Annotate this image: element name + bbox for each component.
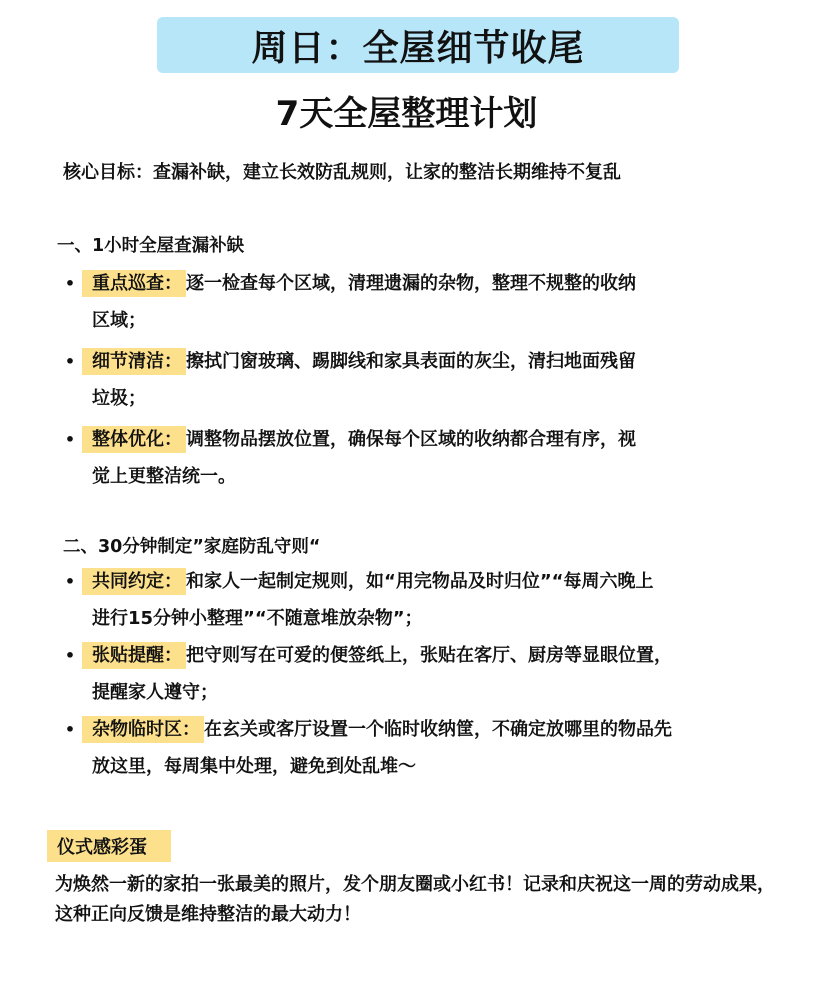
item-label: 共同约定： (82, 568, 186, 595)
bullet-icon: • (64, 572, 76, 591)
bullet-icon: • (64, 352, 76, 371)
item-text-cont: 区域； (92, 310, 146, 331)
bullet-icon: • (64, 274, 76, 293)
item-text-cont: 垃圾； (92, 388, 146, 409)
page-title: 周日：全屋细节收尾 (251, 27, 585, 69)
item-label: 张贴提醒： (82, 642, 186, 669)
item-text-cont: 放这里，每周集中处理，避免到处乱堆～ (92, 756, 416, 777)
plan-subtitle: 7天全屋整理计划 (275, 94, 538, 134)
section-1-title: 一、1小时全屋查漏补缺 (57, 236, 245, 256)
bullet-icon: • (64, 720, 76, 739)
item-text: 擦拭门窗玻璃、踢脚线和家具表面的灰尘，清扫地面残留 (186, 351, 636, 372)
item-text: 把守则写在可爱的便签纸上，张贴在客厅、厨房等显眼位置， (186, 645, 672, 666)
item-text: 和家人一起制定规则，如“用完物品及时归位”“每周六晚上 (186, 571, 654, 592)
item-text-cont: 觉上更整洁统一。 (92, 466, 236, 487)
item-label: 杂物临时区： (82, 716, 204, 743)
item-text: 在玄关或客厅设置一个临时收纳筐，不确定放哪里的物品先 (204, 719, 672, 740)
core-goal: 核心目标：查漏补缺，建立长效防乱规则，让家的整洁长期维持不复乱 (63, 162, 621, 183)
bullet-icon: • (64, 646, 76, 665)
bullet-icon: • (64, 430, 76, 449)
ritual-egg-text: 为焕然一新的家拍一张最美的照片，发个朋友圈或小红书！记录和庆祝这一周的劳动成果，这种正向反馈是维持整洁的最大动力！ (55, 874, 775, 925)
item-text-cont: 提醒家人遵守； (92, 682, 218, 703)
item-label: 重点巡查： (82, 270, 186, 297)
item-label: 整体优化： (82, 426, 186, 453)
ritual-egg-title: 仪式感彩蛋 (57, 837, 147, 858)
page-title-banner (157, 17, 679, 73)
ritual-egg-tag (47, 830, 171, 862)
item-text-cont: 进行15分钟小整理”“不随意堆放杂物”； (92, 608, 423, 629)
item-text: 调整物品摆放位置，确保每个区域的收纳都合理有序，视 (186, 429, 636, 450)
section-2-title: 二、30分钟制定”家庭防乱守则“ (63, 537, 321, 557)
item-text: 逐一检查每个区域，清理遗漏的杂物，整理不规整的收纳 (186, 273, 636, 294)
item-label: 细节清洁： (82, 348, 186, 375)
